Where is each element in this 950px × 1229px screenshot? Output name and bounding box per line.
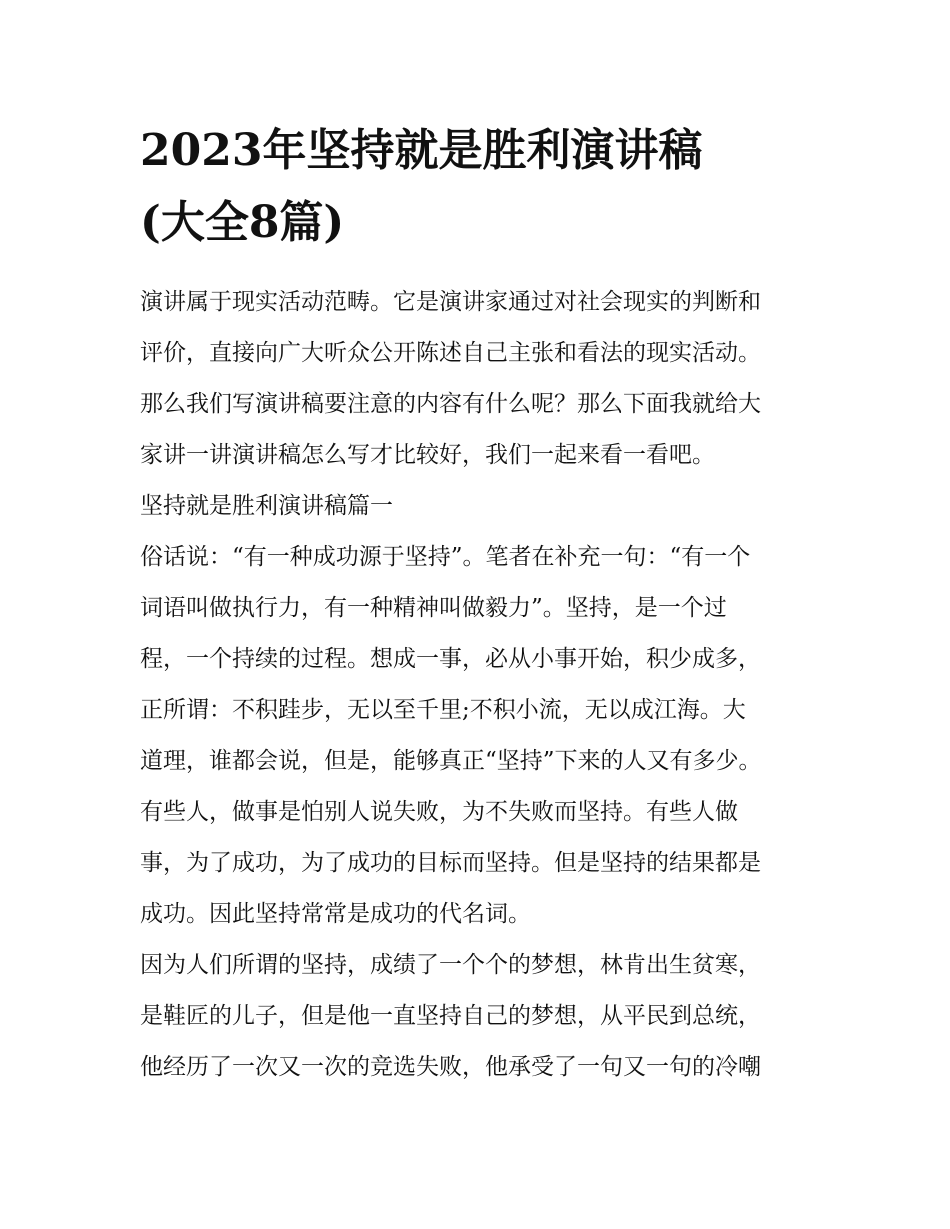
title-line: (大全8篇) — [140, 197, 345, 248]
text-line: 那么我们写演讲稿要注意的内容有什么呢？那么下面我就给大 — [140, 391, 761, 417]
title-line: 2023年坚持就是胜利演讲稿 — [140, 125, 703, 176]
section-heading — [140, 481, 820, 532]
text-line: 程，一个持续的过程。想成一事，必从小事开始，积少成多， — [140, 646, 761, 672]
text-line: 是鞋匠的儿子，但是他一直坚持自己的梦想，从平民到总统， — [140, 1003, 761, 1029]
body-paragraph — [140, 532, 820, 940]
text-line: 俗话说：“有一种成功源于坚持”。笔者在补充一句：“有一个 — [140, 544, 751, 570]
body-paragraph — [140, 940, 820, 1093]
document-title — [140, 115, 820, 259]
text-line: 事，为了成功，为了成功的目标而坚持。但是坚持的结果都是 — [140, 850, 761, 876]
document-body — [140, 277, 820, 1093]
text-line: 成功。因此坚持常常是成功的代名词。 — [140, 901, 531, 927]
intro-paragraph — [140, 277, 820, 481]
text-line: 他经历了一次又一次的竞选失败，他承受了一句又一句的冷嘲 — [140, 1054, 761, 1080]
section-heading-text: 坚持就是胜利演讲稿篇一 — [140, 493, 393, 519]
text-line: 有些人，做事是怕别人说失败，为不失败而坚持。有些人做 — [140, 799, 738, 825]
document-page — [140, 115, 820, 1093]
text-line: 因为人们所谓的坚持，成绩了一个个的梦想，林肯出生贫寒， — [140, 952, 761, 978]
text-line: 正所谓：不积跬步，无以至千里;不积小流，无以成江海。大 — [140, 697, 746, 723]
text-line: 道理，谁都会说，但是，能够真正“坚持”下来的人又有多少。 — [140, 748, 762, 774]
text-line: 演讲属于现实活动范畴。它是演讲家通过对社会现实的判断和 — [140, 289, 761, 315]
text-line: 家讲一讲演讲稿怎么写才比较好，我们一起来看一看吧。 — [140, 442, 715, 468]
text-line: 词语叫做执行力，有一种精神叫做毅力”。坚持，是一个过 — [140, 595, 727, 621]
text-line: 评价，直接向广大听众公开陈述自己主张和看法的现实活动。 — [140, 340, 761, 366]
